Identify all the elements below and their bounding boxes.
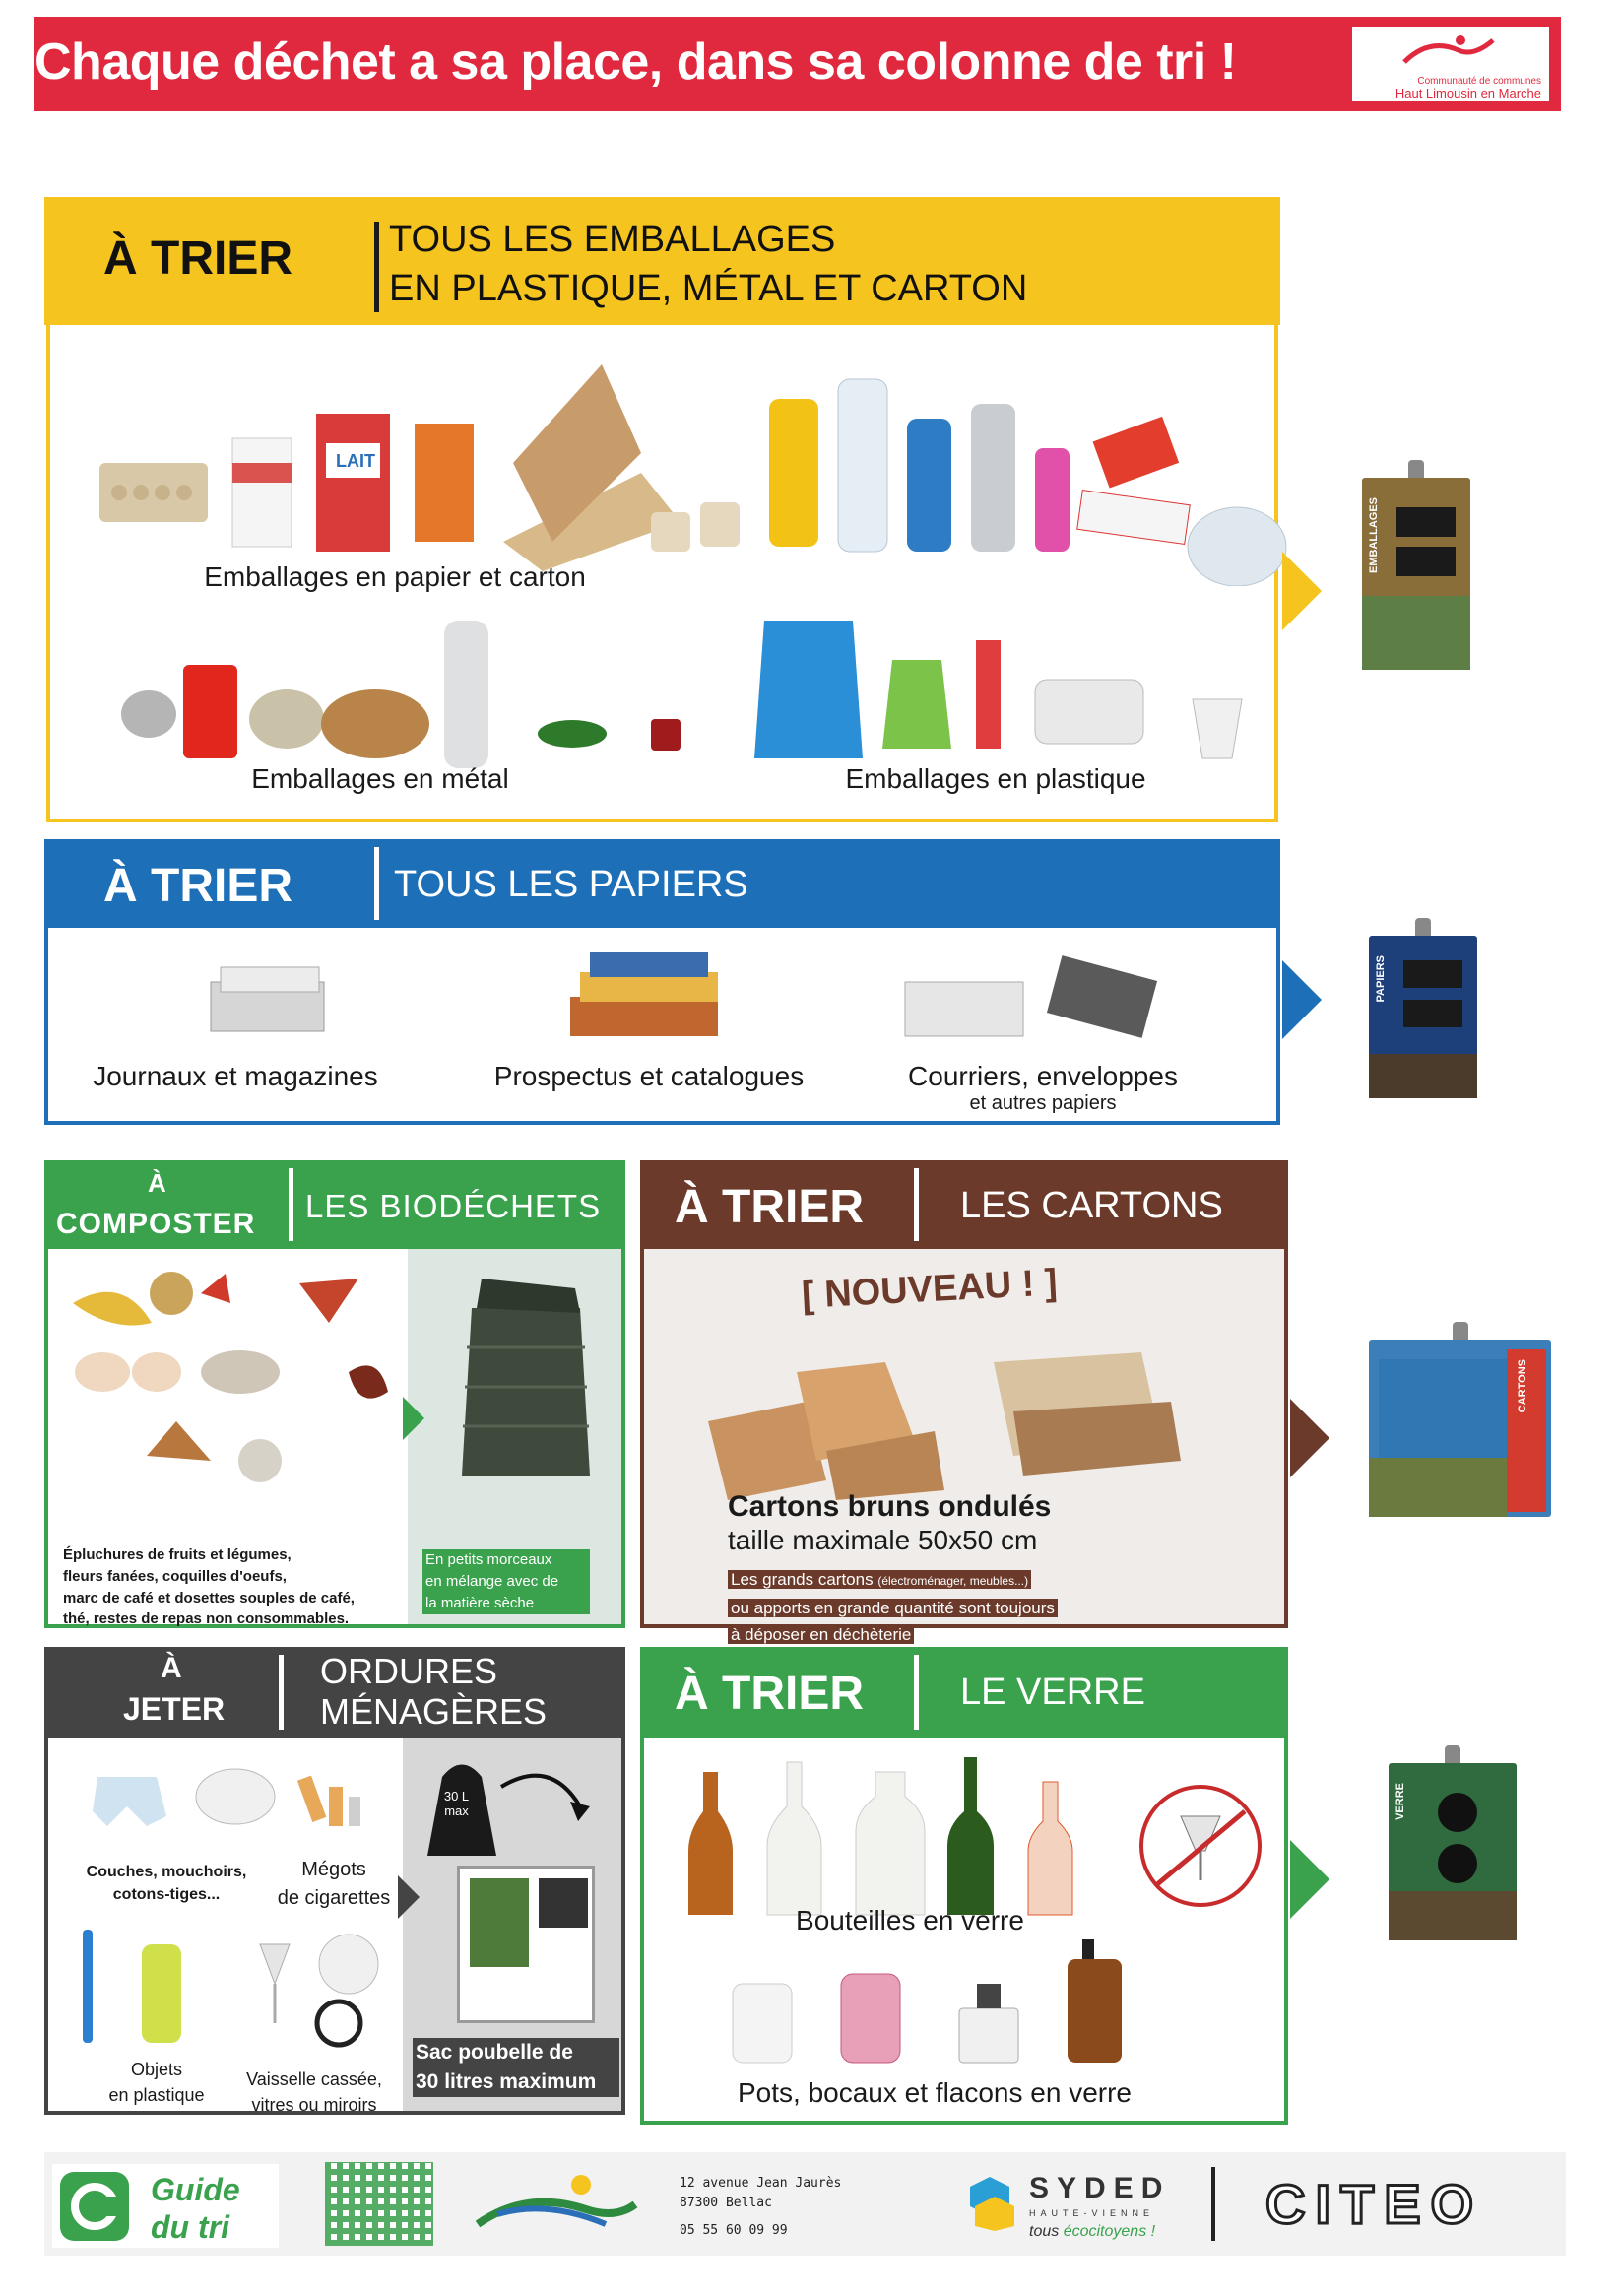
desc-line-2: fleurs fanées, coquilles d'oeufs, xyxy=(63,1567,287,1585)
bin-knob-icon xyxy=(1453,1322,1468,1340)
bin-label-emballages: EMBALLAGES xyxy=(1368,497,1380,573)
label-objets xyxy=(88,2057,226,2108)
trash-arrow-icon xyxy=(398,1875,420,1919)
tip-line-2: en mélange avec de xyxy=(425,1573,559,1590)
cartons-body xyxy=(640,1249,1288,1644)
note-3: à déposer en déchèterie xyxy=(728,1625,914,1644)
milk-carton-label: LAIT xyxy=(336,451,375,471)
objets-line-1: Objets xyxy=(130,2060,183,2079)
ordures-separator xyxy=(279,1655,284,1730)
address-line-2: 87300 Bellac xyxy=(680,2196,772,2210)
glass-jars-illustration xyxy=(713,1939,1156,2067)
qr-code-icon[interactable] xyxy=(325,2162,433,2246)
trash-bag-panel xyxy=(403,1738,621,2111)
hlm-community-logo xyxy=(468,2170,645,2239)
emballages-separator xyxy=(374,222,379,312)
address-line-1: 12 avenue Jean Jaurès xyxy=(680,2176,842,2191)
footer-divider xyxy=(1211,2167,1215,2241)
cartons-arrow-icon xyxy=(1290,1399,1329,1477)
ordures-title-1: ORDURES xyxy=(320,1651,498,1691)
note-1b: (électroménager, meubles...) xyxy=(877,1574,1029,1588)
syded-tag-b: écocitoyens ! xyxy=(1063,2223,1156,2240)
broken-glass-illustration xyxy=(230,1925,398,2053)
syded-logo-icon xyxy=(960,2177,1019,2231)
bin-label-verre: VERRE xyxy=(1394,1783,1406,1820)
cartons-separator xyxy=(914,1168,919,1241)
verre-action: À TRIER xyxy=(675,1668,864,1720)
bin-slot xyxy=(1403,960,1462,988)
cartons-bin xyxy=(1369,1340,1551,1517)
desc-line-3: marc de café et dosettes souples de café, xyxy=(63,1589,355,1607)
label-megots xyxy=(245,1856,422,1913)
tip-line-1: En petits morceaux xyxy=(425,1551,552,1568)
plastic-objects-illustration xyxy=(68,1925,226,2053)
label-journaux: Journaux et magazines xyxy=(93,1061,378,1091)
note-2: ou apports en grande quantité sont toujours xyxy=(728,1599,1058,1617)
envelopes-illustration xyxy=(895,948,1171,1046)
bin-landscape xyxy=(1369,1054,1477,1098)
syded-tagline xyxy=(1029,2223,1155,2241)
biodechets-action-1: À xyxy=(148,1168,166,1198)
emballages-header xyxy=(44,197,1280,325)
bin-slot xyxy=(1396,507,1456,537)
emballages-title-2: EN PLASTIQUE, MÉTAL ET CARTON xyxy=(389,268,1028,309)
glass-bottles-illustration xyxy=(683,1752,1097,1920)
papiers-arrow-icon xyxy=(1282,960,1322,1039)
label-paper-packaging: Emballages en papier et carton xyxy=(204,561,586,592)
vaisselle-line-1: Vaisselle cassée, xyxy=(246,2069,382,2089)
food-scraps-illustration xyxy=(63,1264,427,1500)
verre-body xyxy=(640,1738,1288,2125)
collection-bin-icon xyxy=(457,1866,595,2023)
paper-packaging-illustration xyxy=(90,345,681,571)
cardboard-boxes-illustration xyxy=(698,1333,1210,1500)
couches-line-1: Couches, mouchoirs, xyxy=(86,1864,247,1880)
cartons-main-1: Cartons bruns ondulés xyxy=(728,1490,1052,1523)
community-swoosh-icon xyxy=(1399,33,1498,68)
bag-rule-1: Sac poubelle de xyxy=(416,2041,573,2064)
bag-label-1: 30 L xyxy=(443,1789,470,1804)
papiers-header xyxy=(44,839,1280,928)
emballages-action: À TRIER xyxy=(103,232,292,285)
compost-tip xyxy=(422,1549,590,1614)
papiers-body xyxy=(44,928,1280,1125)
label-prospectus: Prospectus et catalogues xyxy=(493,1061,805,1091)
guide-line-1: Guide xyxy=(151,2172,240,2207)
bin-knob-icon xyxy=(1408,460,1424,478)
bin-label-papiers: PAPIERS xyxy=(1375,955,1387,1003)
compost-panel xyxy=(408,1249,621,1624)
objets-line-2: en plastique xyxy=(108,2085,205,2106)
emballages-title-1: TOUS LES EMBALLAGES xyxy=(389,219,836,260)
newspapers-illustration xyxy=(201,952,339,1041)
bin-label-cartons: CARTONS xyxy=(1517,1359,1528,1413)
biodechets-action-2: COMPOSTER xyxy=(56,1208,256,1240)
papiers-separator xyxy=(374,847,379,920)
vaisselle-line-2: vitres ou miroirs xyxy=(251,2095,377,2116)
bin-landscape xyxy=(1362,596,1470,670)
cartons-header xyxy=(640,1160,1288,1249)
citeo-logo: CITEO xyxy=(1265,2173,1484,2235)
syded-sub: HAUTE-VIENNE xyxy=(1029,2208,1155,2218)
papiers-action: À TRIER xyxy=(103,860,292,912)
ordures-title-2: MÉNAGÈRES xyxy=(320,1691,548,1732)
papiers-title: TOUS LES PAPIERS xyxy=(394,864,748,905)
cartons-note xyxy=(728,1566,1058,1648)
ordures-header xyxy=(44,1647,625,1738)
syded-name: SYDED xyxy=(1029,2172,1171,2204)
label-couches xyxy=(68,1861,265,1906)
label-bouteilles: Bouteilles en verre xyxy=(796,1905,1024,1935)
bag-label xyxy=(434,1789,479,1818)
verre-separator xyxy=(914,1655,919,1730)
syded-tag-a: tous xyxy=(1029,2223,1060,2240)
page-title: Chaque déchet a sa place, dans sa colonne de tri ! xyxy=(34,33,1237,91)
desc-line-1: Épluchures de fruits et légumes, xyxy=(63,1546,292,1563)
bin-knob-icon xyxy=(1445,1745,1460,1763)
ordures-body xyxy=(44,1738,625,2115)
biodechets-body xyxy=(44,1249,625,1628)
couches-line-2: cotons-tiges... xyxy=(112,1886,221,1904)
biodechets-separator xyxy=(289,1168,293,1241)
bin-slot xyxy=(1396,547,1456,576)
ordures-action-2: JETER xyxy=(123,1691,226,1727)
compost-arrow-icon xyxy=(403,1397,424,1440)
bin-landscape xyxy=(1369,1458,1507,1517)
cartons-title: LES CARTONS xyxy=(960,1185,1223,1226)
plastic-bottles-illustration xyxy=(754,360,1306,586)
label-courriers: Courriers, enveloppes xyxy=(908,1061,1178,1091)
verre-arrow-icon xyxy=(1290,1840,1329,1919)
emballages-bin xyxy=(1362,478,1470,670)
cartons-action: À TRIER xyxy=(675,1181,864,1233)
megots-line-1: Mégots xyxy=(301,1859,366,1880)
bag-rule-2: 30 litres maximum xyxy=(416,2070,597,2093)
papiers-bin xyxy=(1369,936,1477,1098)
diapers-tissues-illustration xyxy=(88,1757,285,1836)
bag-label-2: max xyxy=(444,1804,469,1818)
address-block xyxy=(680,2174,841,2241)
recycle-c-icon xyxy=(60,2172,129,2241)
label-metal-packaging: Emballages en métal xyxy=(251,763,509,794)
label-courriers-sub: et autres papiers xyxy=(969,1092,1117,1114)
header-banner xyxy=(34,17,1561,111)
cartons-main-2: taille maximale 50x50 cm xyxy=(728,1525,1038,1555)
bag-rule xyxy=(413,2038,619,2097)
biodechets-header xyxy=(44,1160,625,1249)
metal-packaging-illustration xyxy=(119,621,730,768)
bin-knob-icon xyxy=(1415,918,1431,936)
bin-hole xyxy=(1438,1844,1477,1883)
emballages-arrow-icon xyxy=(1282,552,1322,630)
verre-bin xyxy=(1389,1763,1517,1940)
label-vaisselle xyxy=(216,2066,413,2118)
biodechets-title: LES BIODÉCHETS xyxy=(305,1188,602,1224)
plastic-packaging-illustration xyxy=(745,581,1257,768)
no-wineglass-icon xyxy=(1132,1777,1269,1915)
logo-line-2: Haut Limousin en Marche xyxy=(1394,86,1541,100)
bin-hole xyxy=(1438,1793,1477,1832)
verre-header xyxy=(640,1647,1288,1738)
verre-title: LE VERRE xyxy=(960,1672,1145,1713)
collection-bin-slot xyxy=(539,1878,588,1928)
cartons-new-badge: [ NOUVEAU ! ] xyxy=(801,1262,1059,1317)
note-1a: Les grands cartons xyxy=(731,1570,874,1589)
bin-slot xyxy=(1403,1000,1462,1027)
collection-bin-image xyxy=(470,1878,529,1967)
footer xyxy=(44,2152,1566,2256)
tip-line-3: la matière sèche xyxy=(425,1595,535,1611)
biodechets-desc xyxy=(63,1544,403,1630)
logo-line-1: Communauté de communes xyxy=(1417,76,1541,87)
bin-landscape xyxy=(1389,1891,1517,1940)
community-logo xyxy=(1352,27,1549,101)
megots-line-2: de cigarettes xyxy=(277,1887,391,1909)
phone: 05 55 60 09 99 xyxy=(680,2223,788,2238)
label-pots: Pots, bocaux et flacons en verre xyxy=(738,2077,1132,2108)
cigarette-butts-illustration xyxy=(294,1757,383,1836)
compost-bin-icon xyxy=(452,1269,600,1485)
emballages-body xyxy=(46,325,1278,822)
guide-du-tri-logo[interactable] xyxy=(52,2164,279,2248)
catalogues-illustration xyxy=(560,948,728,1046)
label-plastic-packaging: Emballages en plastique xyxy=(845,763,1146,794)
guide-line-2: du tri xyxy=(151,2209,229,2245)
desc-line-4: thé, restes de repas non consommables. xyxy=(63,1610,350,1628)
ordures-action-1: À xyxy=(161,1652,182,1684)
